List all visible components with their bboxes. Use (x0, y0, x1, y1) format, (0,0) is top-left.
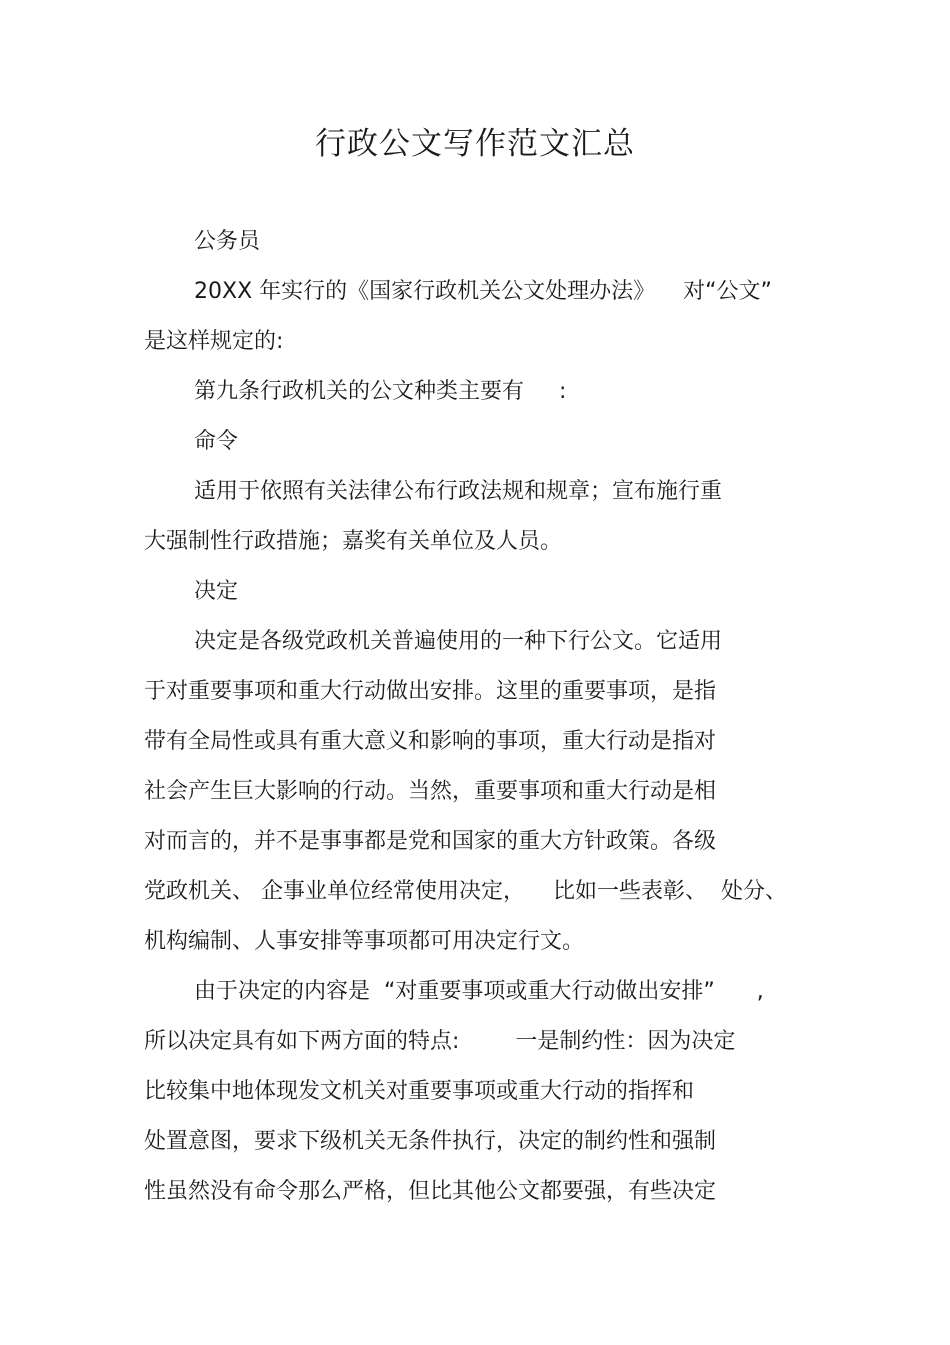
paragraph-line: 社会产生巨大影响的行动。当然，重要事项和重大行动是相 (144, 779, 717, 804)
paragraph-line: 公务员 (194, 229, 261, 254)
paragraph-line: 由于决定的内容是 “对重要事项或重大行动做出安排” , (194, 979, 764, 1004)
paragraph-line: 机构编制、人事安排等事项都可用决定行文。 (144, 929, 585, 954)
paragraph-line: 决定是各级党政机关普遍使用的一种下行公文。它适用 (194, 629, 723, 654)
paragraph-line: 所以决定具有如下两方面的特点: 一是制约性：因为决定 (144, 1029, 736, 1054)
paragraph-line: 第九条行政机关的公文种类主要有 : (194, 379, 567, 404)
paragraph-line: 适用于依照有关法律公布行政法规和规章；宣布施行重 (194, 479, 723, 504)
document-title: 行政公文写作范文汇总 (315, 126, 635, 162)
paragraph-line: 20XX 年实行的《国家行政机关公文处理办法》 对“公文” (194, 279, 772, 304)
paragraph-line: 性虽然没有命令那么严格，但比其他公文都要强，有些决定 (144, 1179, 717, 1204)
section-heading: 决定 (194, 579, 239, 604)
paragraph-line: 是这样规定的: (144, 329, 284, 354)
paragraph-line: 党政机关、 企事业单位经常使用决定， 比如一些表彰、 处分、 (144, 879, 787, 904)
paragraph-line: 大强制性行政措施；嘉奖有关单位及人员。 (144, 529, 563, 554)
paragraph-line: 对而言的，并不是事事都是党和国家的重大方针政策。各级 (144, 829, 717, 854)
paragraph-line: 比较集中地体现发文机关对重要事项或重大行动的指挥和 (144, 1079, 695, 1104)
paragraph-line: 带有全局性或具有重大意义和影响的事项，重大行动是指对 (144, 729, 717, 754)
section-heading: 命令 (194, 429, 239, 454)
paragraph-line: 于对重要事项和重大行动做出安排。这里的重要事项，是指 (144, 679, 717, 704)
paragraph-line: 处置意图，要求下级机关无条件执行，决定的制约性和强制 (144, 1129, 717, 1154)
